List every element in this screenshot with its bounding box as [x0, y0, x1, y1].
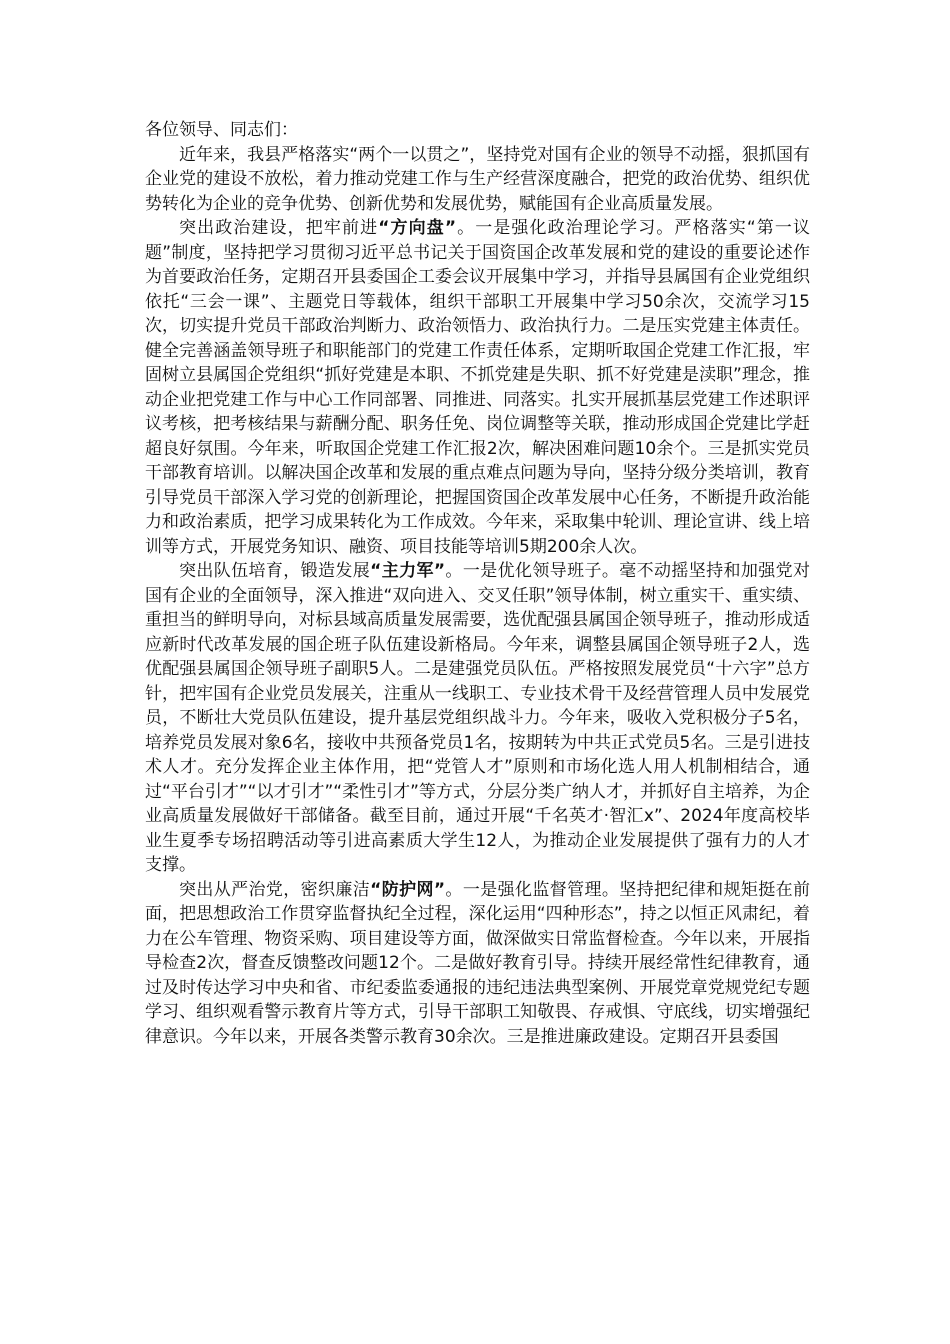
salutation: 各位领导、同志们：: [145, 120, 298, 140]
section-lead-punct: 。: [456, 218, 476, 238]
section-body: 一是优化领导班子。毫不动摇坚持和加强党对国有企业的全面领导，深入推进“双向进入、交叉任职”领导体制，树立重实干、重实绩、重担当的鲜明导向，对标县域高质量发展需要，选优配强县属国企领导班子，推动形成适应新时代改革发展的国企班子队伍建设新格局。今年来，调整县属国企领导班子2人，选优配强县属国企领导班子副职5人。二是建强党员队伍。严格按照发展党员“十六字”总方针，把牢国有企业党员发展关，注重从一线职工、专业技术骨干及经营管理人员中发展党员，不断壮大党员队伍建设，提升基层党组织战斗力。今年来，吸收入党积极分子5名，培养党员发展对象6名，接收中共预备党员1名，按期转为中共正式党员5名。三是引进技术人才。充分发挥企业主体作用，把“党管人才”原则和市场化选人用人机制相结合，通过“平台引才”“以才引才”“柔性引才”等方式，分层分类广纳人才，并抓好自主培养，为企业高质量发展做好干部储备。截至目前，通过开展“千名英才·智汇x”、2024年度高校毕业生夏季专场招聘活动等引进高素质大学生12人，为推动企业发展提供了强有力的人才支撑。: [145, 561, 811, 875]
section-lead: [179, 218, 475, 238]
section-body: 一是强化政治理论学习。严格落实“第一议题”制度，坚持把学习贯彻习近平总书记关于国资国企改革发展和党的建设的重要论述作为首要政治任务，定期召开县委国企工委会议开展集中学习，并指导县属国有企业党组织依托“三会一课”、主题党日等载体，组织干部职工开展集中学习50余次，交流学习15次，切实提升党员干部政治判断力、政治领悟力、政治执行力。二是压实党建主体责任。健全完善涵盖领导班子和职能部门的党建工作责任体系，定期听取国企党建工作汇报，牢固树立县属国企党组织“抓好党建是本职、不抓党建是失职、抓不好党建是渎职”理念，推动企业把党建工作与中心工作同部署、同推进、同落实。扎实开展抓基层党建工作述职评议考核，把考核结果与薪酬分配、职务任免、岗位调整等关联，推动形成国企党建比学赶超良好氛围。今年来，听取国企党建工作汇报2次，解决困难问题10余个。三是抓实党员干部教育培训。以解决国企改革和发展的重点难点问题为导向，坚持分级分类培训，教育引导党员干部深入学习党的创新理论，把握国资国企改革发展中心任务，不断提升政治能力和政治素质，把学习成果转化为工作成效。今年来，采取集中轮训、理论宣讲、线上培训等方式，开展党务知识、融资、项目技能等培训5期200余人次。: [145, 218, 810, 557]
section-lead-emphasis: “防护网”: [370, 879, 446, 900]
section-paragraph-political: [145, 216, 810, 559]
section-lead-text: 突出政治建设，把牢前进: [179, 218, 379, 238]
section-lead-punct: 。: [445, 879, 463, 900]
document-body: [145, 118, 810, 1049]
section-body: 一是强化监督管理。坚持把纪律和规矩挺在前面，把思想政治工作贯穿监督执纪全过程，深化运用“四种形态”，持之以恒正风肃纪，着力在公车管理、物资采购、项目建设等方面，做深做实日常监督检查。今年以来，开展指导检查2次，督查反馈整改问题12个。二是做好教育引导。持续开展经常性纪律教育，通过及时传达学习中央和省、市纪委监委通报的违纪违法典型案例、开展党章党规党纪专题学习、组织观看警示教育片等方式，引导干部职工知敬畏、存戒惧、守底线，切实增强纪律意识。今年以来，开展各类警示教育30余次。三是推进廉政建设。定期召开县委国: [145, 879, 811, 1047]
section-lead-emphasis: “方向盘”: [378, 218, 456, 238]
section-lead: [179, 561, 463, 581]
section-lead-text: 突出从严治党，密织廉洁: [179, 879, 371, 900]
section-lead-punct: 。: [445, 561, 463, 581]
section-lead-text: 突出队伍培育，锻造发展: [179, 561, 371, 581]
section-lead: [179, 880, 463, 900]
section-paragraph-team: [145, 559, 810, 878]
section-paragraph-discipline: [145, 878, 810, 1050]
intro-paragraph: 近年来，我县严格落实“两个一以贯之”，坚持党对国有企业的领导不动摇，狠抓国有企业党的建设不放松，着力推动党建工作与生产经营深度融合，把党的政治优势、组织优势转化为企业的竞争优势、创新优势和发展优势，赋能国有企业高质量发展。: [145, 144, 810, 214]
section-lead-emphasis: “主力军”: [370, 561, 446, 581]
